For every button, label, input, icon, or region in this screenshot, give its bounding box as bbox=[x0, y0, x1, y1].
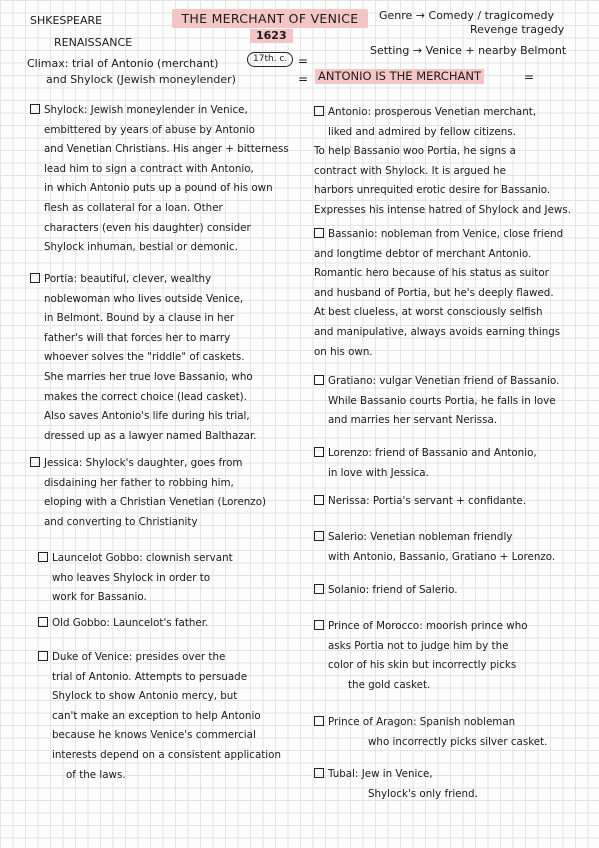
entry-line: Jessica: Shylock's daughter, goes from bbox=[44, 457, 243, 469]
entry-line: can't make an exception to help Antonio bbox=[52, 709, 261, 722]
entry-line: While Bassanio courts Portia, he falls in love bbox=[328, 394, 556, 407]
character-entry-jessica bbox=[30, 454, 266, 532]
author-label: SHKESPEARE bbox=[30, 14, 103, 27]
entry-line: color of his skin but incorrectly picks bbox=[328, 659, 517, 672]
entry-line: and longtime debtor of merchant Antonio. bbox=[314, 247, 532, 260]
entry-line: At best clueless, at worst consciously selfish bbox=[314, 306, 543, 319]
genre-line-2: Revenge tragedy bbox=[470, 23, 565, 36]
character-entry-bassanio bbox=[314, 225, 563, 362]
entry-line: flesh as collateral for a loan. Other bbox=[44, 201, 223, 214]
checkbox-icon bbox=[314, 375, 324, 385]
entry-line: Bassanio: nobleman from Venice, close friend bbox=[328, 228, 564, 240]
entry-line: Gratiano: vulgar Venetian friend of Bassanio. bbox=[328, 375, 560, 387]
entry-line: interests depend on a consistent application bbox=[52, 748, 281, 761]
checkbox-icon bbox=[314, 584, 324, 594]
checkbox-icon bbox=[314, 447, 324, 457]
entry-line: Romantic hero because of his status as suitor bbox=[314, 267, 549, 280]
century-badge: 17th. c. bbox=[247, 52, 293, 67]
checkbox-icon bbox=[30, 457, 40, 467]
climax-line-1: Climax: trial of Antonio (merchant) bbox=[27, 57, 219, 70]
entry-line: Duke of Venice: presides over the bbox=[52, 651, 226, 663]
entry-line: Solanio: friend of Salerio. bbox=[328, 584, 458, 596]
entry-line: dressed up as a lawyer named Balthazar. bbox=[44, 429, 257, 442]
checkbox-icon bbox=[314, 106, 324, 116]
entry-line: with Antonio, Bassanio, Gratiano + Lorenzo. bbox=[328, 550, 556, 563]
checkbox-icon bbox=[38, 617, 48, 627]
entry-line: characters (even his daughter) consider bbox=[44, 221, 251, 234]
entry-line: lead him to sign a contract with Antonio, bbox=[44, 162, 254, 175]
checkbox-icon bbox=[314, 531, 324, 541]
entry-line: noblewoman who lives outside Venice, bbox=[44, 292, 244, 305]
page-title: THE MERCHANT OF VENICE bbox=[172, 9, 368, 28]
character-entry-aragon bbox=[314, 713, 547, 752]
entry-line: Shylock: Jewish moneylender in Venice, bbox=[44, 104, 248, 116]
entry-line: harbors unrequited erotic desire for Bassanio. bbox=[314, 184, 551, 197]
equals-sign-1: = bbox=[298, 54, 309, 68]
entry-line: Prince of Aragon: Spanish nobleman bbox=[328, 716, 516, 728]
checkbox-icon bbox=[30, 104, 40, 114]
character-entry-antonio bbox=[314, 103, 571, 221]
character-entry-gratiano bbox=[314, 372, 559, 431]
entry-line: and marries her servant Nerissa. bbox=[328, 414, 498, 427]
entry-line: who incorrectly picks silver casket. bbox=[368, 735, 548, 748]
character-entry-tubal bbox=[314, 765, 478, 804]
entry-line: in love with Jessica. bbox=[328, 466, 429, 479]
entry-line: Expresses his intense hatred of Shylock and Jews. bbox=[314, 203, 571, 216]
character-entry-morocco bbox=[314, 617, 528, 695]
checkbox-icon bbox=[314, 495, 324, 505]
entry-line: in which Antonio puts up a pound of his own bbox=[44, 182, 273, 195]
genre-line-1: Genre → Comedy / tragicomedy bbox=[379, 9, 554, 22]
equals-sign-3: = bbox=[524, 70, 535, 84]
character-entry-duke bbox=[38, 648, 281, 785]
checkbox-icon bbox=[38, 651, 48, 661]
checkbox-icon bbox=[314, 716, 324, 726]
checkbox-icon bbox=[314, 620, 324, 630]
setting-line: Setting → Venice + nearby Belmont bbox=[370, 44, 567, 57]
character-entry-launcelot bbox=[38, 549, 233, 608]
period-label: RENAISSANCE bbox=[54, 36, 133, 49]
entry-line: Tubal: Jew in Venice, bbox=[328, 768, 433, 780]
entry-line: Antonio: prosperous Venetian merchant, bbox=[328, 106, 537, 118]
character-entry-portia bbox=[30, 270, 257, 446]
character-entry-solanio bbox=[314, 581, 458, 601]
entry-line: Portia: beautiful, clever, wealthy bbox=[44, 273, 212, 285]
equals-sign-2: = bbox=[298, 72, 309, 86]
entry-line: Shylock to show Antonio mercy, but bbox=[52, 690, 238, 703]
checkbox-icon bbox=[30, 273, 40, 283]
entry-line: embittered by years of abuse by Antonio bbox=[44, 123, 255, 136]
entry-line: makes the correct choice (lead casket). bbox=[44, 390, 247, 403]
entry-line: Also saves Antonio's life during his trial, bbox=[44, 410, 250, 423]
entry-line: Nerissa: Portia's servant + confidante. bbox=[328, 495, 527, 507]
entry-line: father's will that forces her to marry bbox=[44, 331, 231, 344]
entry-line: the gold casket. bbox=[348, 678, 431, 691]
entry-line: Prince of Morocco: moorish prince who bbox=[328, 620, 528, 632]
entry-line: Salerio: Venetian nobleman friendly bbox=[328, 531, 513, 543]
entry-line: Lorenzo: friend of Bassanio and Antonio, bbox=[328, 447, 537, 459]
entry-line: liked and admired by fellow citizens. bbox=[328, 125, 516, 138]
entry-line: trial of Antonio. Attempts to persuade bbox=[52, 670, 248, 683]
entry-line: of the laws. bbox=[66, 768, 126, 781]
entry-line: Launcelot Gobbo: clownish servant bbox=[52, 552, 233, 564]
entry-line: on his own. bbox=[314, 345, 373, 358]
entry-line: contract with Shylock. It is argued he bbox=[314, 164, 506, 177]
entry-line: disdaining her father to robbing him, bbox=[44, 476, 234, 489]
character-entry-old-gobbo bbox=[38, 614, 208, 634]
entry-line: work for Bassanio. bbox=[52, 591, 147, 604]
entry-line: eloping with a Christian Venetian (Lorenzo) bbox=[44, 496, 267, 509]
checkbox-icon bbox=[314, 228, 324, 238]
character-entry-salerio bbox=[314, 528, 555, 567]
entry-line: She marries her true love Bassanio, who bbox=[44, 370, 253, 383]
entry-line: asks Portia not to judge him by the bbox=[328, 639, 509, 652]
entry-line: in Belmont. Bound by a clause in her bbox=[44, 312, 235, 325]
entry-line: and manipulative, always avoids earning things bbox=[314, 325, 561, 338]
entry-line: To help Bassanio woo Portia, he signs a bbox=[314, 145, 516, 158]
checkbox-icon bbox=[314, 768, 324, 778]
climax-line-2: and Shylock (Jewish moneylender) bbox=[46, 73, 236, 86]
antonio-heading: ANTONIO IS THE MERCHANT bbox=[315, 69, 484, 84]
character-entry-lorenzo bbox=[314, 444, 537, 483]
character-entry-shylock bbox=[30, 101, 289, 258]
checkbox-icon bbox=[38, 552, 48, 562]
entry-line: who leaves Shylock in order to bbox=[52, 571, 211, 584]
entry-line: and Venetian Christians. His anger + bitterness bbox=[44, 143, 289, 156]
year-badge: 1623 bbox=[250, 29, 293, 43]
entry-line: Shylock's only friend. bbox=[368, 787, 478, 800]
entry-line: because he knows Venice's commercial bbox=[52, 729, 256, 742]
entry-line: whoever solves the "riddle" of caskets. bbox=[44, 351, 245, 364]
entry-line: and converting to Christianity bbox=[44, 515, 198, 528]
entry-line: Shylock inhuman, bestial or demonic. bbox=[44, 241, 238, 254]
entry-line: Old Gobbo: Launcelot's father. bbox=[52, 617, 209, 629]
character-entry-nerissa bbox=[314, 492, 526, 512]
entry-line: and husband of Portia, but he's deeply flawed. bbox=[314, 286, 554, 299]
